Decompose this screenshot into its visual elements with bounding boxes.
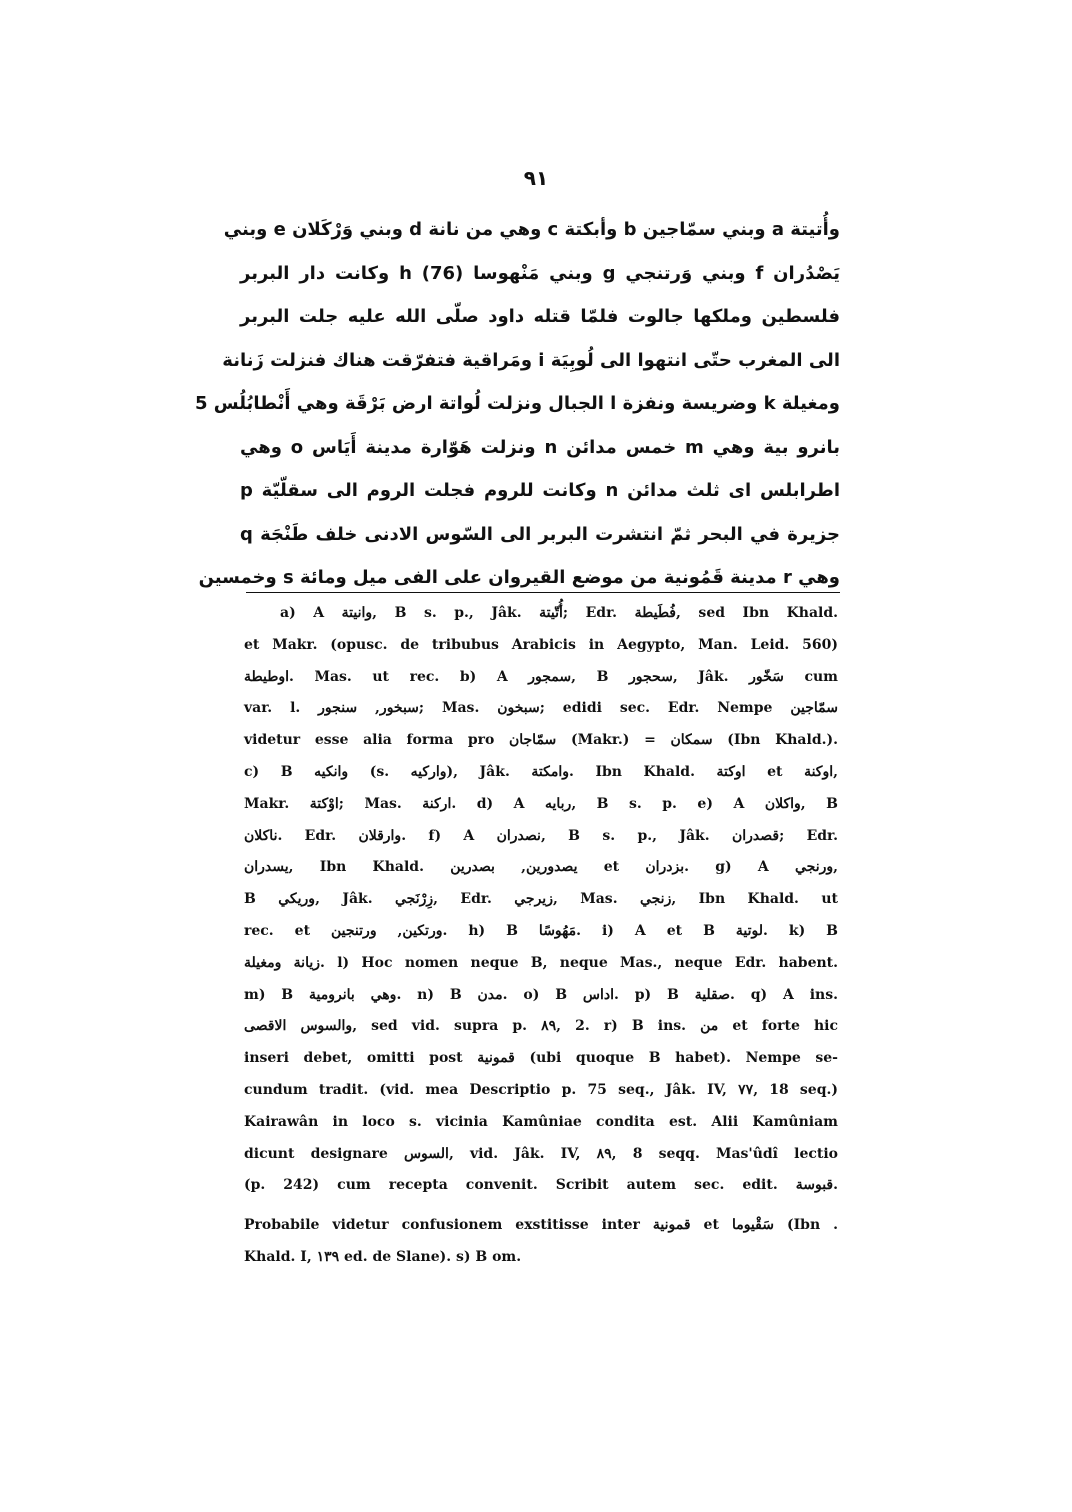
main-text-line: وهي r مدينة قَمُونية من موضع القيروان على الفى ميل ومائة s وخمسين <box>198 567 840 588</box>
main-text-line: الى المغرب حتّى انتهوا الى لُوبِيَة i ومَراقية فتفرّقت هناك فنزلت زَنانة <box>222 349 840 371</box>
main-text-line: يَصْدُران f وبني وَرتنجي g وبني مَنْهوسا h (76) وكانت دار البربر <box>240 262 840 284</box>
footnote-line: cundum tradit. (vid. mea Descriptio p. 75 seq., Jâk. IV, ٧٧, 18 seq.) <box>244 1081 839 1098</box>
footnote-line: Kairawân in loco s. vicinia Kamûniae condita est. Alii Kamûniam <box>244 1113 838 1130</box>
footnote-line: inseri debet, omitti post قمونية (ubi quoque B habet). Nempe se- <box>244 1050 838 1067</box>
footnote-line: videtur esse alia forma pro سمّاجان (Makr.) = سمكان (Ibn Khald.). <box>244 732 838 749</box>
main-text-line: ومغيلة k وضريسة ونفزة l الجبال ونزلت لُواتة ارض بَرْقَة وهي أَنْطابُلُس 5 <box>194 393 840 414</box>
footnote-line: اوطيطة. Mas. ut rec. b) A سمجور, B سحجور, Jâk. سَخّور cum <box>244 668 838 685</box>
footnote-line: rec. et ورتكين, ورتنجين. h) B مَهُوسًا. i) A et B لوتية. k) B <box>244 922 839 939</box>
main-text-line: جزيرة في البحر ثمّ انتشرت البربر الى السّوس الادنى خلف طَنْجَة q <box>240 523 840 545</box>
footnote-line: dicunt designare السوس, vid. Jâk. IV, ٨٩, 8 seqq. Mas'ûdî lectio <box>244 1145 839 1162</box>
footnote-line: a) A وانيتة, B s. p., Jâk. أُتّيتة; Edr. فُطَيطة, sed Ibn Khald. <box>280 605 839 621</box>
footnote-line: ناكلان. Edr. وارقلان. f) A نصدران, B s. p., Jâk. قصدران; Edr. <box>244 827 838 844</box>
footnote-line: (p. 242) cum recepta convenit. Scribit autem sec. edit. قبوسة. <box>244 1177 838 1194</box>
footnote-line: Khald. I, ١٣٩ ed. de Slane). s) B om. <box>244 1248 522 1265</box>
footnote-line: Probabile videtur confusionem exstitisse inter قمونية et سَقْيوما (Ibn . <box>244 1217 838 1234</box>
footnote-line: Makr. اوْكتة; Mas. اركنة. d) A ربايه, B s. p. e) A واكلان, B <box>244 795 838 812</box>
footnote-line: زيانة ومغيلة. l) Hoc nomen neque B, neque Mas., neque Edr. habent. <box>244 954 839 971</box>
main-text-line: وأُتيتة a وبني سمّاجين b وأبكتة c وهي من نانة d وبني وَرْكَلان e وبني <box>223 219 840 240</box>
main-text-line: بانرو بية وهي m خمس مدائن n ونزلت هَوّارة مدينة أَيَاس o وهي <box>240 436 840 458</box>
footnote-line: et Makr. (opusc. de tribubus Arabicis in Aegypto, Man. Leid. 560) <box>244 636 838 653</box>
main-text-line: فلسطين وملكها جالوت فلمّا قتله داود صلّى الله عليه جلت البربر <box>240 306 840 327</box>
footnote-line: B وريكي, Jâk. زِرْنَجي, Edr. زيرجي, Mas. زنجي, Ibn Khald. ut <box>244 891 838 908</box>
footnote-line: var. l. سبخور, سنجور; Mas. سبخون; edidi sec. Edr. Nempe سمّاجين <box>244 700 838 717</box>
page-number: ٩١ <box>523 166 549 190</box>
footnote-divider <box>246 592 840 593</box>
footnotes <box>244 598 838 1274</box>
footnote-line: m) B وهي بانرومية. n) B مدن. o) B اداس. p) B صقلية. q) A ins. <box>244 986 838 1003</box>
arabic-main-text <box>194 208 841 600</box>
footnote-line: c) B وانكيه (s. واركيه), Jâk. وامكتة. Ibn Khald. اوكتة et اوكنة, <box>244 763 838 780</box>
footnote-line: يسدران, Ibn Khald. يصدورين, بصدرين et بزدران. g) A ورنجي, <box>244 859 838 876</box>
footnote-line: والسوس الاقصى, sed vid. supra p. ٨٩, 2. r) B ins. من et forte hic <box>244 1018 838 1035</box>
main-text-line: اطرابلس اى ثلث مدائن n وكانت للروم فجلت الروم الى سقلّيّة p <box>240 480 841 501</box>
